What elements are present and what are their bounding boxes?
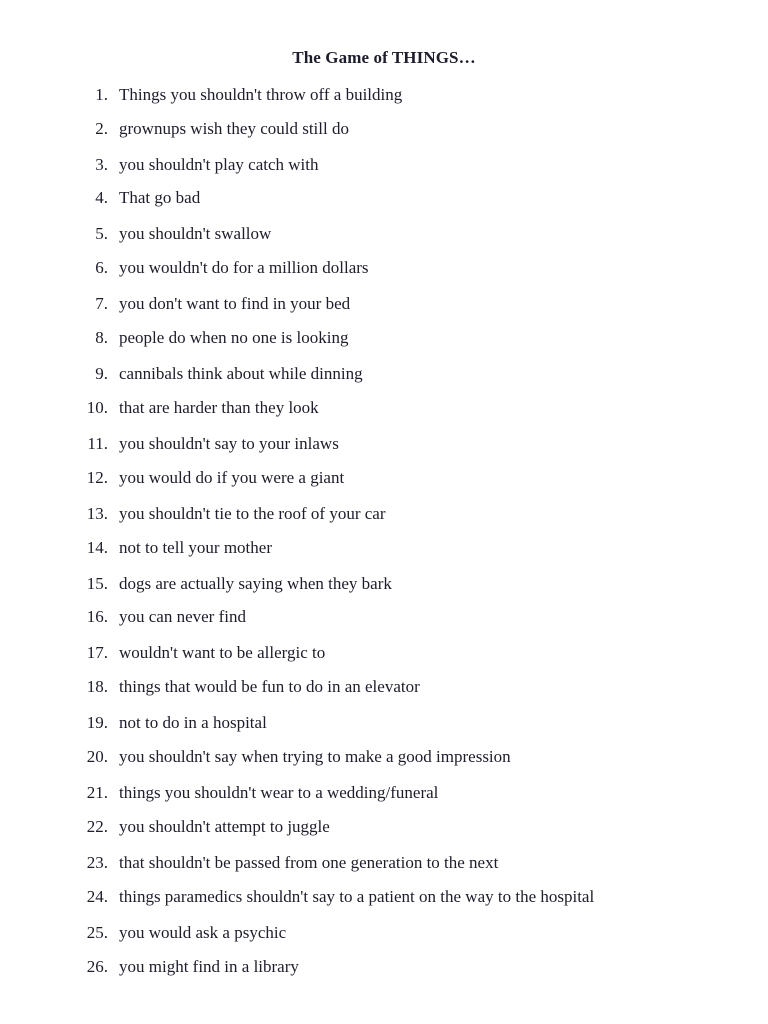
item-text: that shouldn't be passed from one generation to the next xyxy=(119,853,499,872)
item-number: 9. xyxy=(95,364,108,383)
item-text: you shouldn't attempt to juggle xyxy=(119,817,330,836)
item-text: that are harder than they look xyxy=(119,398,319,417)
item-text: things that would be fun to do in an elevator xyxy=(119,677,420,696)
list-item xyxy=(0,117,740,141)
list-item xyxy=(0,396,740,420)
item-text: things you shouldn't wear to a wedding/funeral xyxy=(119,783,439,802)
item-number: 13. xyxy=(86,504,108,523)
item-number: 12. xyxy=(86,468,108,487)
item-number: 8. xyxy=(95,328,108,347)
item-number: 4. xyxy=(95,188,108,207)
list-item xyxy=(0,153,740,177)
list-item xyxy=(0,921,740,945)
list-item xyxy=(0,745,740,769)
list-item xyxy=(0,83,740,107)
item-number: 21. xyxy=(86,783,108,802)
list-item xyxy=(0,815,740,839)
item-number: 17. xyxy=(86,643,108,662)
item-text: wouldn't want to be allergic to xyxy=(119,643,326,662)
list-item xyxy=(0,362,740,386)
item-number: 23. xyxy=(86,853,108,872)
item-text: Things you shouldn't throw off a building xyxy=(119,85,403,104)
list-item xyxy=(0,222,740,246)
list-item xyxy=(0,605,740,629)
item-number: 11. xyxy=(87,434,108,453)
list-item xyxy=(0,711,740,735)
item-text: you wouldn't do for a million dollars xyxy=(119,258,369,277)
list-item xyxy=(0,256,740,280)
item-text: you don't want to find in your bed xyxy=(119,294,351,313)
item-text: you shouldn't say to your inlaws xyxy=(119,434,339,453)
item-text: you would do if you were a giant xyxy=(119,468,345,487)
item-text: cannibals think about while dinning xyxy=(119,364,363,383)
item-number: 20. xyxy=(86,747,108,766)
item-number: 25. xyxy=(86,923,108,942)
list-item xyxy=(0,292,740,316)
item-text: you can never find xyxy=(119,607,246,626)
list-item xyxy=(0,885,740,909)
item-number: 7. xyxy=(95,294,108,313)
item-text: That go bad xyxy=(119,188,201,207)
list-item xyxy=(0,536,740,560)
item-text: you shouldn't tie to the roof of your car xyxy=(119,504,386,523)
item-text: grownups wish they could still do xyxy=(119,119,349,138)
item-number: 14. xyxy=(86,538,108,557)
list-item xyxy=(0,955,740,979)
list-item xyxy=(0,675,740,699)
item-number: 15. xyxy=(86,574,108,593)
list-item xyxy=(0,186,740,210)
item-text: dogs are actually saying when they bark xyxy=(119,574,392,593)
list-item xyxy=(0,572,740,596)
item-number: 10. xyxy=(86,398,108,417)
list-item xyxy=(0,641,740,665)
item-number: 6. xyxy=(95,258,108,277)
item-number: 1. xyxy=(95,85,108,104)
item-number: 24. xyxy=(86,887,108,906)
item-number: 5. xyxy=(95,224,108,243)
item-text: things paramedics shouldn't say to a patient on the way to the hospital xyxy=(119,887,595,906)
item-text: not to tell your mother xyxy=(119,538,272,557)
item-number: 22. xyxy=(86,817,108,836)
item-number: 3. xyxy=(95,155,108,174)
item-text: you would ask a psychic xyxy=(119,923,287,942)
list-item xyxy=(0,432,740,456)
list-item xyxy=(0,502,740,526)
list-item xyxy=(0,326,740,350)
list-item xyxy=(0,781,740,805)
item-number: 2. xyxy=(95,119,108,138)
list-item xyxy=(0,851,740,875)
item-text: you shouldn't say when trying to make a good impression xyxy=(119,747,511,766)
document-title: The Game of THINGS… xyxy=(292,48,476,67)
item-number: 26. xyxy=(86,957,108,976)
item-text: you shouldn't play catch with xyxy=(119,155,319,174)
item-text: you shouldn't swallow xyxy=(119,224,272,243)
item-number: 16. xyxy=(86,607,108,626)
item-text: not to do in a hospital xyxy=(119,713,267,732)
item-text: people do when no one is looking xyxy=(119,328,349,347)
item-number: 19. xyxy=(86,713,108,732)
item-text: you might find in a library xyxy=(119,957,299,976)
list-item xyxy=(0,466,740,490)
item-number: 18. xyxy=(86,677,108,696)
